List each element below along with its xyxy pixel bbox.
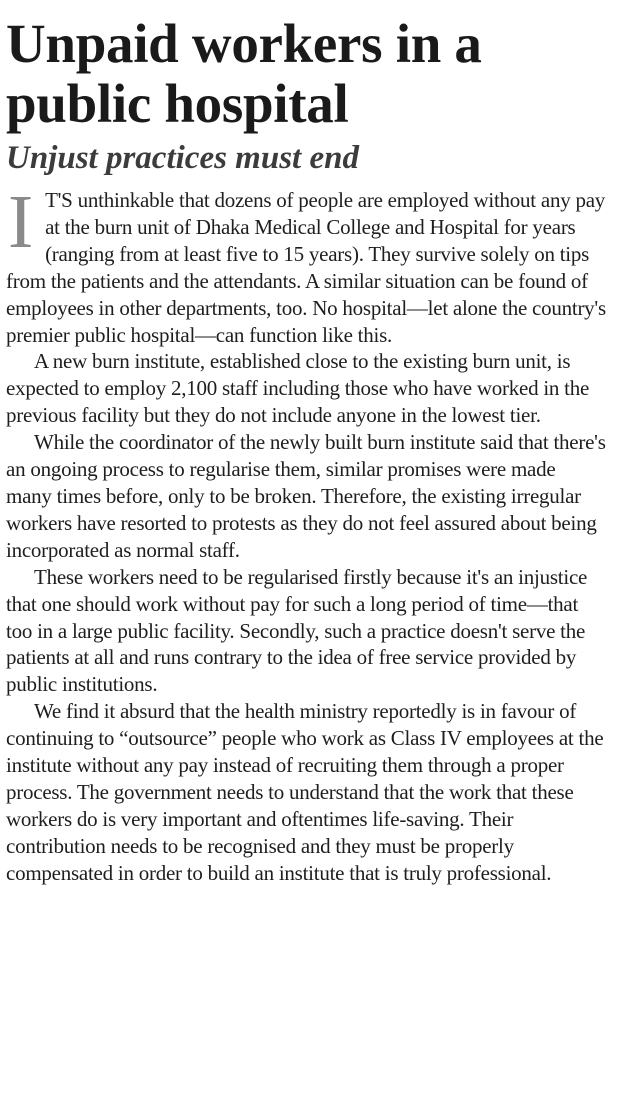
article-body <box>6 180 606 887</box>
article <box>6 0 606 887</box>
paragraph-4: These workers need to be regularised firstly because it's an injustice that one should work without pay for such a long period of time—that too in a large public facility. Secondly, such a practice doesn't serve the patients at all and runs contrary to the idea of free service provided by public institutions. <box>6 564 588 697</box>
paragraph-1-text: T'S unthinkable that dozens of people are employed without any pay at the burn unit of Dhaka Medical College and Hospital for years (ranging from at least five to 15 years). They survive solely on tips from the patients and the attendants. A similar situation can be found of employees in other departments, too. No hospital—let alone the country's premier public hospital—can function like this. <box>6 188 606 347</box>
paragraph-1 <box>6 180 606 348</box>
paragraph-3: While the coordinator of the newly built burn institute said that there's an ongoing process to regularise them, similar promises were made many times before, only to be broken. Therefore, the existing irregular workers have resorted to protests as they do not feel assured about being incorporated as normal staff. <box>6 430 606 562</box>
paragraph-2: A new burn institute, established close to the existing burn unit, is expected to employ 2,100 staff including those who have worked in the previous facility but they do not include anyone in the lowest tier. <box>6 349 590 428</box>
drop-cap: I <box>8 180 34 264</box>
paragraph-5: We find it absurd that the health ministry reportedly is in favour of continuing to “outsource” people who work as Class IV employees at the institute without any pay instead of recruiting them through a proper process. The government needs to understand that the work that these workers do is very important and oftentimes life-saving. Their contribution needs to be recognised and they must be properly compensated in order to build an institute that is truly professional. <box>6 699 604 885</box>
subheadline: Unjust practices must end <box>6 140 359 176</box>
headline: Unpaid workers in a public hospital <box>6 13 482 134</box>
